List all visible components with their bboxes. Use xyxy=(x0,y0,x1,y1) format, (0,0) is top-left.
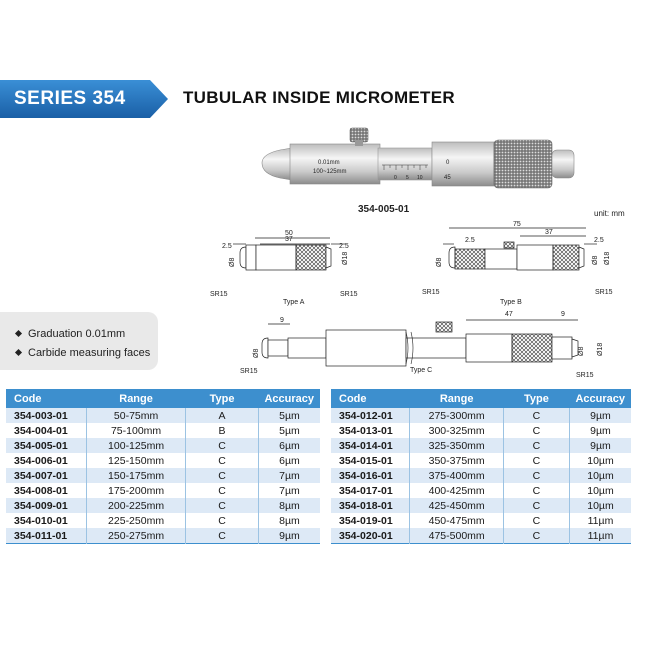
cell-accuracy: 6µm xyxy=(258,453,320,468)
scale-range-text: 100~125mm xyxy=(313,169,347,175)
cell-type: C xyxy=(503,468,569,483)
cell-code: 354-015-01 xyxy=(331,453,410,468)
type-c-sr-left: SR15 xyxy=(240,368,258,375)
cell-range: 425-450mm xyxy=(410,498,503,513)
spec-table-right xyxy=(331,389,631,544)
type-a-dim-left: 2.5 xyxy=(222,243,232,250)
col-code: Code xyxy=(6,389,86,408)
cell-range: 125-150mm xyxy=(86,453,185,468)
type-a-label: Type A xyxy=(283,299,305,306)
type-c-dia-right: Ø18 xyxy=(597,342,604,356)
table-row xyxy=(331,468,631,483)
cell-range: 250-275mm xyxy=(86,528,185,544)
cell-code: 354-020-01 xyxy=(331,528,410,544)
cell-accuracy: 5µm xyxy=(258,408,320,423)
cell-type: C xyxy=(503,498,569,513)
table-row xyxy=(6,423,320,438)
cell-accuracy: 10µm xyxy=(569,498,631,513)
cell-type: C xyxy=(503,438,569,453)
cell-type: A xyxy=(186,408,259,423)
cell-accuracy: 7µm xyxy=(258,468,320,483)
cell-code: 354-007-01 xyxy=(6,468,86,483)
cell-range: 350-375mm xyxy=(410,453,503,468)
cell-type: C xyxy=(503,483,569,498)
cell-accuracy: 9µm xyxy=(569,408,631,423)
type-b-dia-left: Ø8 xyxy=(436,257,443,267)
type-b-dia-mid: Ø8 xyxy=(592,255,599,265)
cell-accuracy: 9µm xyxy=(258,528,320,544)
cell-accuracy: 8µm xyxy=(258,513,320,528)
cell-accuracy: 10µm xyxy=(569,483,631,498)
bullet-icon xyxy=(15,330,22,337)
cell-code: 354-005-01 xyxy=(6,438,86,453)
cell-code: 354-019-01 xyxy=(331,513,410,528)
cell-range: 150-175mm xyxy=(86,468,185,483)
cell-type: C xyxy=(186,468,259,483)
cell-code: 354-012-01 xyxy=(331,408,410,423)
cell-range: 225-250mm xyxy=(86,513,185,528)
table-row xyxy=(331,453,631,468)
table-row xyxy=(331,498,631,513)
col-range: Range xyxy=(86,389,185,408)
type-c-dia-mid: Ø8 xyxy=(578,346,585,356)
table-header-row xyxy=(331,389,631,408)
cell-type: C xyxy=(503,453,569,468)
table-row xyxy=(331,423,631,438)
type-a-dim-37: 37 xyxy=(285,236,293,243)
type-b-dim-75: 75 xyxy=(513,221,521,228)
cell-accuracy: 5µm xyxy=(258,423,320,438)
cell-accuracy: 10µm xyxy=(569,453,631,468)
type-c-drawing xyxy=(262,320,578,366)
series-label: SERIES 354 xyxy=(14,88,126,109)
table-row xyxy=(331,483,631,498)
cell-range: 450-475mm xyxy=(410,513,503,528)
type-a-dim-50: 50 xyxy=(285,230,293,237)
table-row xyxy=(6,528,320,544)
type-a-sr-left: SR15 xyxy=(210,291,228,298)
cell-code: 354-006-01 xyxy=(6,453,86,468)
table-row xyxy=(6,498,320,513)
thimble-mark-0: 0 xyxy=(394,175,397,181)
type-b-dia-right: Ø18 xyxy=(604,251,611,265)
model-label: 354-005-01 xyxy=(358,204,410,215)
cell-range: 300-325mm xyxy=(410,423,503,438)
cell-accuracy: 9µm xyxy=(569,438,631,453)
type-c-sr-right: SR15 xyxy=(576,372,594,379)
thimble-alt-45: 45 xyxy=(444,175,451,181)
cell-code: 354-014-01 xyxy=(331,438,410,453)
cell-type: C xyxy=(186,483,259,498)
cell-code: 354-011-01 xyxy=(6,528,86,544)
cell-type: C xyxy=(503,408,569,423)
type-a-dim-right: 2.5 xyxy=(339,243,349,250)
feature-text: Carbide measuring faces xyxy=(28,347,151,359)
cell-accuracy: 7µm xyxy=(258,483,320,498)
type-b-dim-left: 2.5 xyxy=(465,237,475,244)
type-c-dim-47: 47 xyxy=(505,311,513,318)
type-b-dim-37: 37 xyxy=(545,229,553,236)
cell-type: C xyxy=(503,528,569,544)
thimble-mark-10: 10 xyxy=(417,175,423,181)
bullet-icon xyxy=(15,349,22,356)
cell-accuracy: 10µm xyxy=(569,468,631,483)
table-row xyxy=(6,468,320,483)
table-row xyxy=(6,438,320,453)
cell-code: 354-018-01 xyxy=(331,498,410,513)
type-c-dim-left: 9 xyxy=(280,317,284,324)
col-code: Code xyxy=(331,389,410,408)
page-title: TUBULAR INSIDE MICROMETER xyxy=(183,88,455,107)
features-box xyxy=(0,312,158,370)
col-type: Type xyxy=(186,389,259,408)
cell-type: C xyxy=(186,498,259,513)
cell-code: 354-010-01 xyxy=(6,513,86,528)
type-c-dim-right: 9 xyxy=(561,311,565,318)
table-row xyxy=(6,408,320,423)
cell-type: C xyxy=(186,513,259,528)
type-c-label: Type C xyxy=(410,367,433,374)
cell-type: C xyxy=(186,453,259,468)
cell-type: C xyxy=(186,438,259,453)
feature-item xyxy=(16,347,150,359)
cell-type: C xyxy=(186,528,259,544)
table-header-row xyxy=(6,389,320,408)
type-b-sr-left: SR15 xyxy=(422,289,440,296)
table-row xyxy=(331,513,631,528)
cell-code: 354-016-01 xyxy=(331,468,410,483)
type-c-dia-left: Ø8 xyxy=(253,348,260,358)
cell-range: 100-125mm xyxy=(86,438,185,453)
cell-code: 354-009-01 xyxy=(6,498,86,513)
type-b-label: Type B xyxy=(500,299,522,306)
cell-type: C xyxy=(503,513,569,528)
col-range: Range xyxy=(410,389,503,408)
col-accuracy: Accuracy xyxy=(569,389,631,408)
cell-accuracy: 6µm xyxy=(258,438,320,453)
cell-accuracy: 11µm xyxy=(569,513,631,528)
table-row xyxy=(6,513,320,528)
cell-type: B xyxy=(186,423,259,438)
feature-text: Graduation 0.01mm xyxy=(28,328,126,340)
cell-range: 50-75mm xyxy=(86,408,185,423)
cell-accuracy: 8µm xyxy=(258,498,320,513)
cell-range: 475-500mm xyxy=(410,528,503,544)
thimble-mark-5: 5 xyxy=(406,175,409,181)
unit-label: unit: mm xyxy=(594,209,625,218)
col-accuracy: Accuracy xyxy=(258,389,320,408)
table-row xyxy=(331,438,631,453)
cell-range: 75-100mm xyxy=(86,423,185,438)
cell-code: 354-013-01 xyxy=(331,423,410,438)
table-row xyxy=(331,408,631,423)
type-b-dim-right: 2.5 xyxy=(594,237,604,244)
cell-range: 375-400mm xyxy=(410,468,503,483)
type-a-sr-right: SR15 xyxy=(340,291,358,298)
feature-item xyxy=(16,328,125,340)
cell-code: 354-008-01 xyxy=(6,483,86,498)
cell-code: 354-017-01 xyxy=(331,483,410,498)
cell-code: 354-003-01 xyxy=(6,408,86,423)
cell-range: 325-350mm xyxy=(410,438,503,453)
spec-table-left xyxy=(6,389,320,544)
cell-accuracy: 11µm xyxy=(569,528,631,544)
table-row xyxy=(331,528,631,544)
table-row xyxy=(6,483,320,498)
cell-range: 275-300mm xyxy=(410,408,503,423)
type-a-dia-right: Ø18 xyxy=(342,251,349,265)
cell-code: 354-004-01 xyxy=(6,423,86,438)
cell-range: 200-225mm xyxy=(86,498,185,513)
type-a-dia-left: Ø8 xyxy=(229,257,236,267)
type-b-sr-right: SR15 xyxy=(595,289,613,296)
type-b-drawing xyxy=(443,228,597,270)
cell-accuracy: 9µm xyxy=(569,423,631,438)
scale-top-text: 0.01mm xyxy=(318,160,340,166)
cell-type: C xyxy=(503,423,569,438)
table-row xyxy=(6,453,320,468)
cell-range: 400-425mm xyxy=(410,483,503,498)
thimble-alt-0: 0 xyxy=(446,160,450,166)
col-type: Type xyxy=(503,389,569,408)
cell-range: 175-200mm xyxy=(86,483,185,498)
